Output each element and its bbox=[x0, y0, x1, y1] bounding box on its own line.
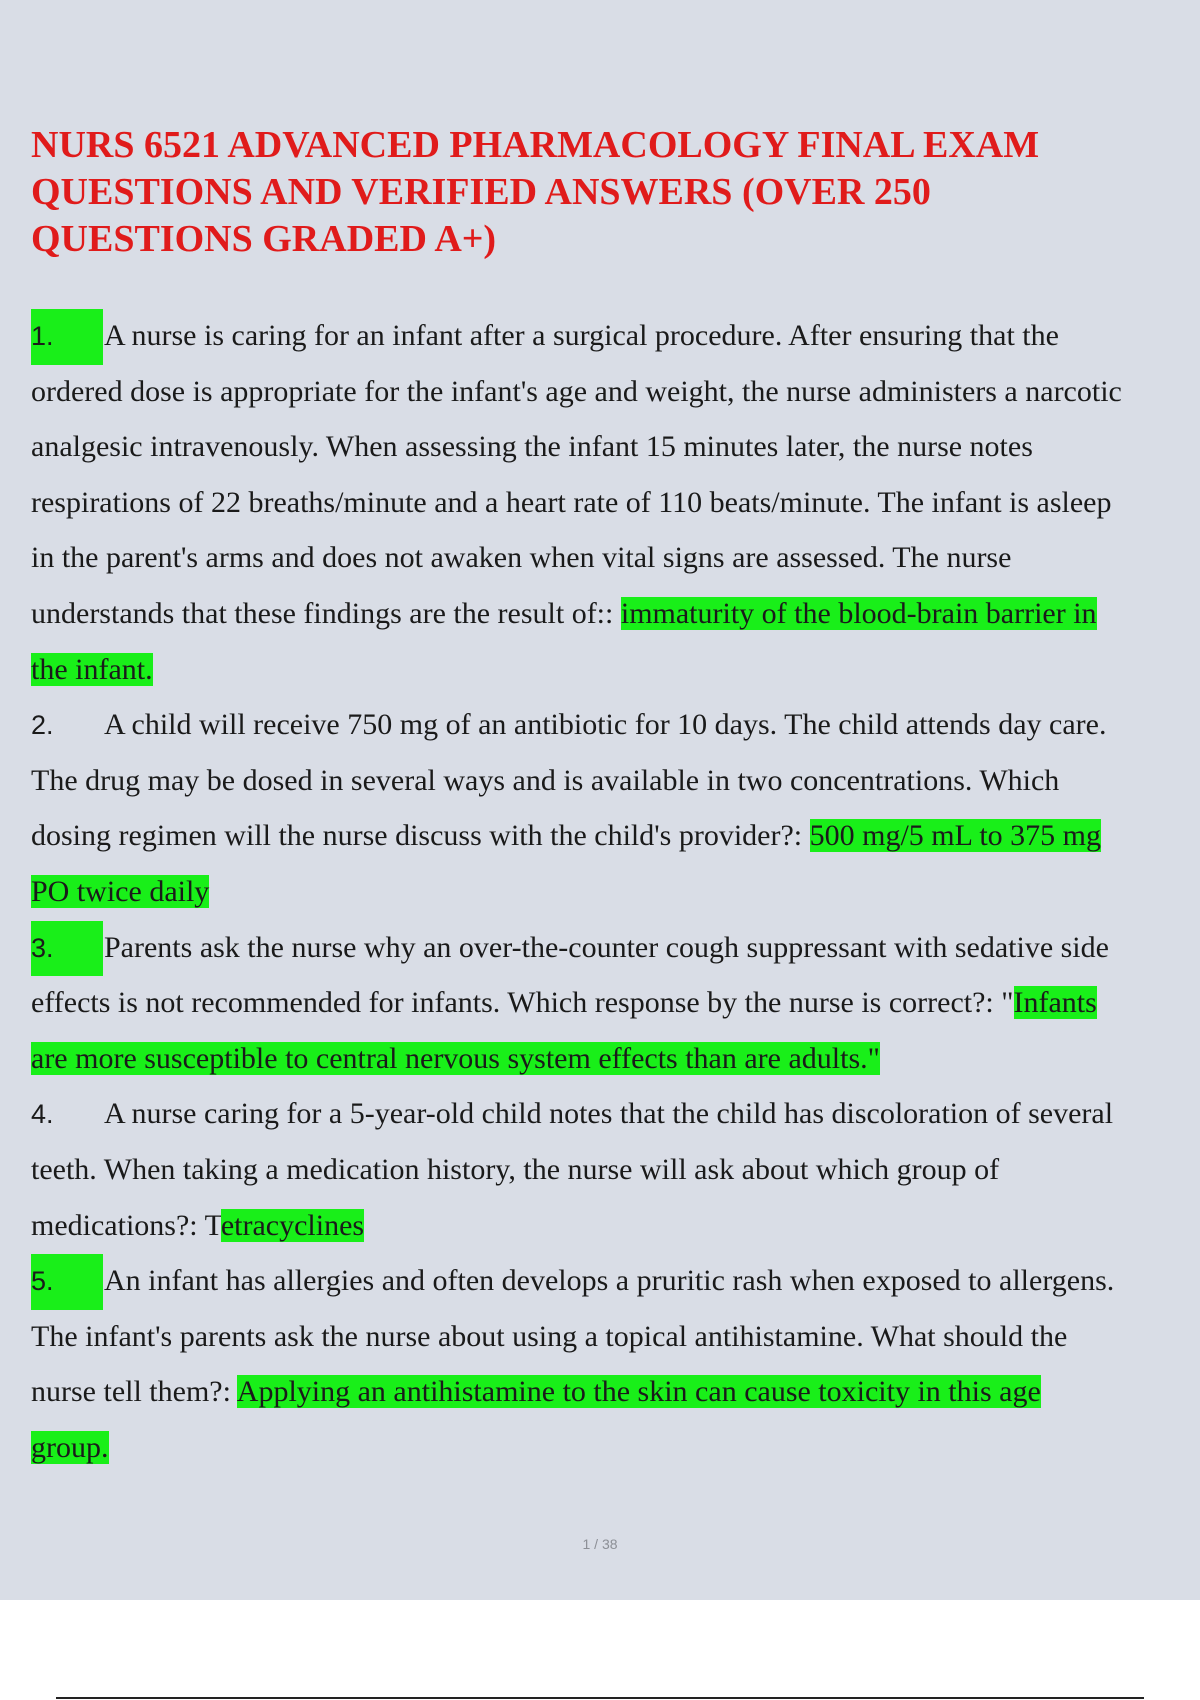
question-line bbox=[31, 1142, 1200, 1198]
question-number: 5. bbox=[31, 1254, 103, 1310]
question-line bbox=[31, 1198, 1200, 1254]
question-number: 2. bbox=[31, 710, 54, 741]
question-item bbox=[31, 697, 1200, 919]
question-text: nurse tell them?: bbox=[31, 1375, 237, 1409]
question-text: in the parent's arms and does not awaken when vital signs are assessed. The nurse bbox=[31, 541, 1012, 575]
answer-highlight: Applying an antihistamine to the skin can cause toxicity in this age bbox=[236, 1375, 1041, 1409]
question-number: 3. bbox=[31, 921, 103, 977]
question-item bbox=[31, 1086, 1200, 1253]
page-counter: 1 / 38 bbox=[582, 1536, 618, 1552]
question-number: 1. bbox=[31, 309, 103, 365]
question-text: dosing regimen will the nurse discuss with the child's provider?: bbox=[31, 819, 810, 853]
question-item bbox=[31, 920, 1200, 1087]
question-line bbox=[31, 586, 1200, 642]
question-list bbox=[31, 308, 1200, 1475]
question-line bbox=[31, 530, 1200, 586]
title-line: NURS 6521 ADVANCED PHARMACOLOGY FINAL EXAM bbox=[31, 124, 1040, 166]
question-text: A nurse caring for a 5-year-old child notes that the child has discoloration of several bbox=[104, 1097, 1114, 1131]
answer-highlight: immaturity of the blood-brain barrier in bbox=[620, 596, 1097, 630]
question-line bbox=[31, 308, 1200, 364]
question-line bbox=[31, 1086, 1200, 1142]
answer-highlight: Infants bbox=[1013, 986, 1097, 1020]
question-item bbox=[31, 308, 1200, 697]
question-text: The drug may be dosed in several ways and is available in two concentrations. Which bbox=[31, 763, 1060, 797]
answer-highlight: group. bbox=[31, 1430, 109, 1464]
question-line bbox=[31, 419, 1200, 475]
question-text: ordered dose is appropriate for the infant's age and weight, the nurse administers a narcotic bbox=[31, 374, 1122, 408]
question-text: Parents ask the nurse why an over-the-counter cough suppressant with sedative side bbox=[104, 930, 1109, 964]
question-text: A nurse is caring for an infant after a surgical procedure. After ensuring that the bbox=[104, 319, 1059, 352]
question-text: A child will receive 750 mg of an antibiotic for 10 days. The child attends day care. bbox=[104, 708, 1107, 742]
question-text: analgesic intravenously. When assessing the infant 15 minutes later, the nurse notes bbox=[31, 430, 1033, 464]
question-line bbox=[31, 475, 1200, 531]
question-number: 4. bbox=[31, 1099, 54, 1130]
question-line bbox=[31, 864, 1200, 920]
title-line: QUESTIONS AND VERIFIED ANSWERS (OVER 250 bbox=[31, 171, 931, 213]
question-line bbox=[31, 920, 1200, 976]
question-line bbox=[31, 808, 1200, 864]
question-line bbox=[31, 697, 1200, 753]
question-line bbox=[31, 1420, 1200, 1476]
answer-highlight: etracyclines bbox=[220, 1208, 365, 1242]
question-line bbox=[31, 364, 1200, 420]
question-text: An infant has allergies and often develops a pruritic rash when exposed to allergens. bbox=[104, 1264, 1115, 1298]
answer-highlight: PO twice daily bbox=[31, 874, 210, 908]
answer-highlight: 500 mg/5 mL to 375 mg bbox=[809, 819, 1101, 853]
question-text: medications?: T bbox=[31, 1208, 221, 1242]
answer-highlight: the infant. bbox=[31, 652, 153, 686]
answer-highlight: are more susceptible to central nervous system effects than are adults." bbox=[31, 1041, 880, 1075]
question-text: respirations of 22 breaths/minute and a heart rate of 110 beats/minute. The infant is asleep bbox=[31, 485, 1112, 519]
question-text: The infant's parents ask the nurse about using a topical antihistamine. What should the bbox=[31, 1319, 1068, 1353]
title-line: QUESTIONS GRADED A+) bbox=[31, 218, 497, 260]
question-text: understands that these findings are the result of:: bbox=[31, 596, 621, 630]
question-line bbox=[31, 1309, 1200, 1365]
question-item bbox=[31, 1253, 1200, 1475]
question-line bbox=[31, 1364, 1200, 1420]
question-line bbox=[31, 1253, 1200, 1309]
question-text: teeth. When taking a medication history, the nurse will ask about which group of bbox=[31, 1152, 1000, 1186]
question-line bbox=[31, 642, 1200, 698]
document-title bbox=[31, 122, 1171, 263]
question-line bbox=[31, 975, 1200, 1031]
question-line bbox=[31, 753, 1200, 809]
question-line bbox=[31, 1031, 1200, 1087]
footer-divider bbox=[56, 1697, 1144, 1699]
question-text: effects is not recommended for infants. Which response by the nurse is correct?: " bbox=[31, 986, 1014, 1020]
